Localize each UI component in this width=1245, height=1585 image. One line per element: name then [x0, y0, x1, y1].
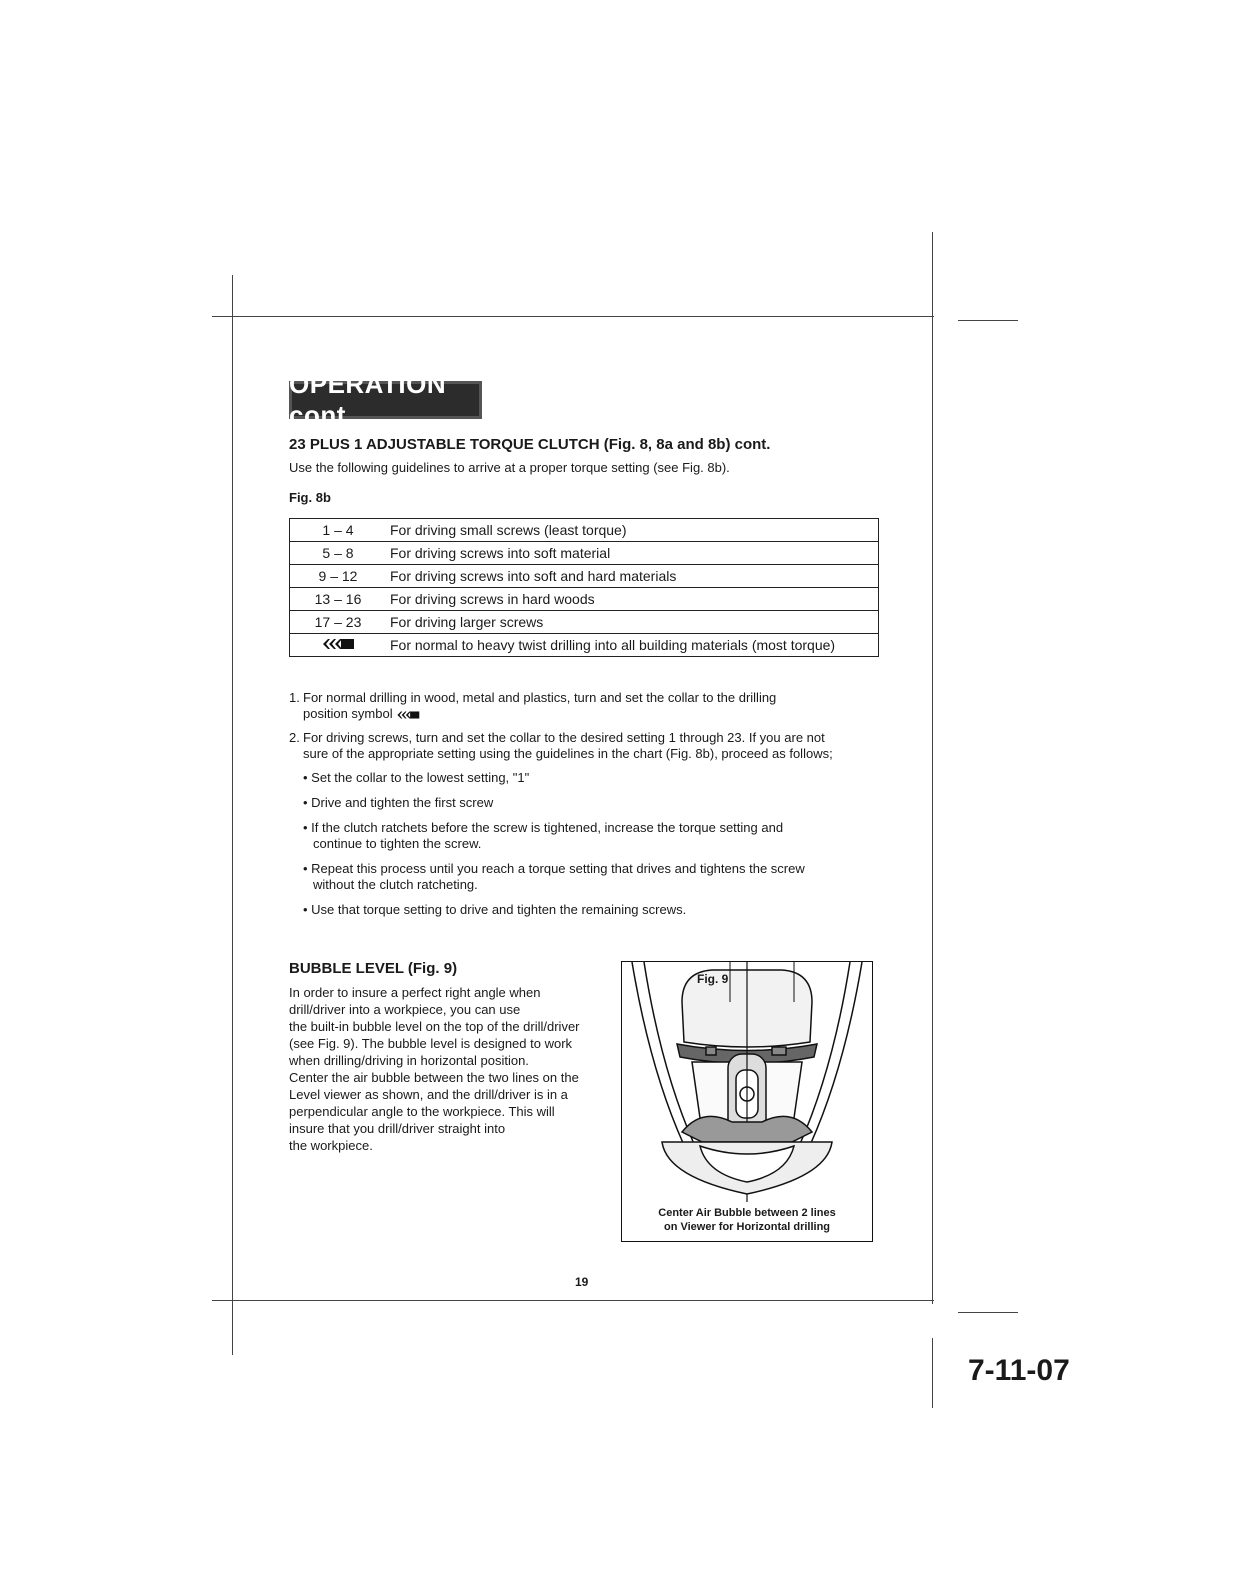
table-row — [290, 565, 879, 588]
table-row — [290, 634, 879, 657]
page-number: 19 — [575, 1275, 589, 1289]
torque-range: 9 – 12 — [290, 565, 387, 588]
list-number: 1. — [289, 690, 300, 705]
torque-range: 1 – 4 — [290, 519, 387, 542]
trim-line-right — [932, 232, 933, 1304]
bubble-level-body: In order to insure a perfect right angle when drill/driver into a workpiece, you can use the built-in bubble level on the top of the drill/driver (see Fig. 9). The bubble level is designed to work when drilling/driving in horizontal position. Center the air bubble between the two lines on the Level viewer as shown, and the drill/driver is in a perpendicular angle to the workpiece. This will insure that you drill/driver straight into the workpiece. — [289, 985, 580, 1153]
figure-9-caption: Center Air Bubble between 2 lines on Viewer for Horizontal drilling — [658, 1207, 836, 1233]
figure-9-box — [621, 961, 873, 1242]
instruction-text: For normal drilling in wood, metal and plastics, turn and set the collar to the drilling — [303, 690, 777, 705]
table-row — [290, 588, 879, 611]
instruction-list — [289, 690, 879, 927]
section-title: 23 PLUS 1 ADJUSTABLE TORQUE CLUTCH (Fig. 8, 8a and 8b) cont. — [289, 436, 771, 453]
table-row — [290, 542, 879, 565]
torque-description: For driving screws into soft material — [386, 542, 879, 565]
table-row — [290, 519, 879, 542]
instruction-text: sure of the appropriate setting using the guidelines in the chart (Fig. 8b), proceed as follows; — [303, 746, 833, 761]
trim-line-bottom — [212, 1300, 934, 1301]
torque-range: 5 – 8 — [290, 542, 387, 565]
torque-description: For normal to heavy twist drilling into all building materials (most torque) — [386, 634, 879, 657]
list-item: • Drive and tighten the first screw — [303, 795, 494, 810]
section-header-badge: OPERATION cont. — [289, 381, 482, 419]
list-item: • Set the collar to the lowest setting, "1" — [303, 770, 530, 785]
bubble-level-title: BUBBLE LEVEL (Fig. 9) — [289, 960, 458, 977]
crop-mark-right-vertical — [932, 1338, 933, 1408]
list-number: 2. — [289, 730, 300, 745]
instruction-text: position symbol — [303, 706, 393, 721]
list-item: • Repeat this process until you reach a torque setting that drives and tightens the screw without the clutch ratcheting. — [303, 861, 805, 892]
torque-settings-table — [289, 518, 879, 657]
trim-line-top — [212, 316, 934, 317]
torque-description: For driving screws in hard woods — [386, 588, 879, 611]
list-item — [289, 730, 879, 762]
bullet-list — [289, 770, 879, 918]
drill-symbol-cell — [290, 634, 387, 657]
table-row — [290, 611, 879, 634]
torque-description: For driving small screws (least torque) — [386, 519, 879, 542]
torque-description: For driving screws into soft and hard materials — [386, 565, 879, 588]
figure-8b-label: Fig. 8b — [289, 490, 331, 505]
crop-mark-right-top — [958, 320, 1018, 321]
torque-range: 13 – 16 — [290, 588, 387, 611]
drill-mode-icon — [321, 636, 355, 652]
list-item — [289, 690, 879, 722]
drill-bubble-level-illustration — [622, 962, 872, 1202]
instruction-text: For driving screws, turn and set the collar to the desired setting 1 through 23. If you are not — [303, 730, 825, 745]
torque-range: 17 – 23 — [290, 611, 387, 634]
figure-9-label: Fig. 9 — [697, 972, 729, 986]
drill-mode-icon — [396, 709, 420, 721]
trim-line-left — [232, 275, 233, 1355]
list-item: • If the clutch ratchets before the screw is tightened, increase the torque setting and continue to tighten the screw. — [303, 820, 784, 851]
list-item: • Use that torque setting to drive and tighten the remaining screws. — [303, 902, 687, 917]
date-stamp: 7-11-07 — [968, 1354, 1070, 1387]
section-intro: Use the following guidelines to arrive at a proper torque setting (see Fig. 8b). — [289, 460, 730, 475]
torque-description: For driving larger screws — [386, 611, 879, 634]
crop-mark-right-bottom — [958, 1312, 1018, 1313]
